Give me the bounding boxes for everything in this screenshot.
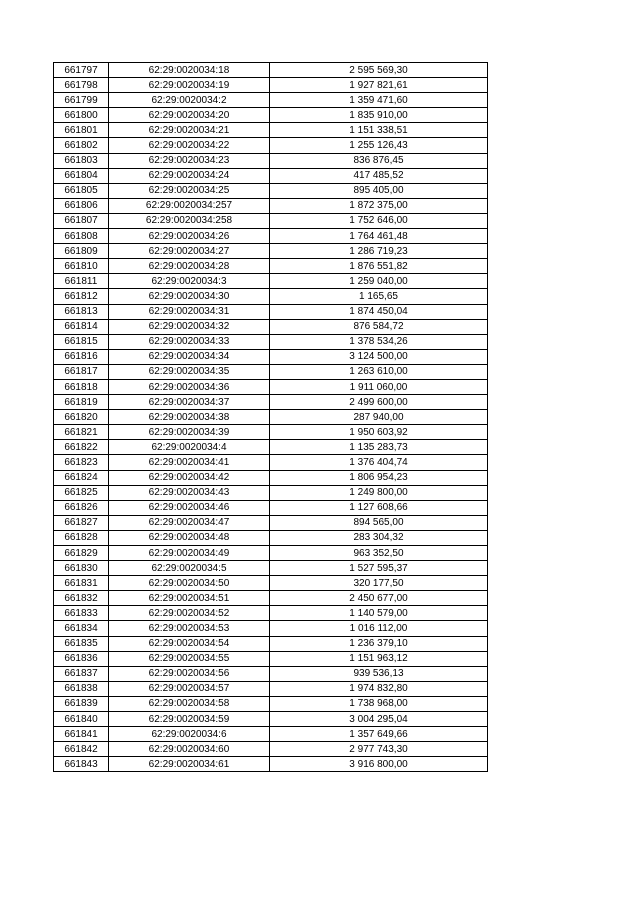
table-row [54,606,488,621]
cadastral-value-cell: 1 376 404,74 [270,455,488,470]
row-id-cell: 661800 [54,108,109,123]
cadastral-number-cell: 62:29:0020034:37 [109,395,270,410]
cadastral-value-cell: 1 255 126,43 [270,138,488,153]
cadastral-value-cell: 2 595 569,30 [270,63,488,78]
cadastral-value-cell: 1 876 551,82 [270,259,488,274]
row-id-cell: 661816 [54,349,109,364]
table-row [54,712,488,727]
row-id-cell: 661824 [54,470,109,485]
row-id-cell: 661834 [54,621,109,636]
cadastral-number-cell: 62:29:0020034:28 [109,259,270,274]
table-row [54,410,488,425]
table-row [54,440,488,455]
row-id-cell: 661818 [54,379,109,394]
row-id-cell: 661804 [54,168,109,183]
table-row [54,319,488,334]
table-row [54,244,488,259]
cadastral-value-cell: 1 357 649,66 [270,727,488,742]
cadastral-number-cell: 62:29:0020034:51 [109,591,270,606]
row-id-cell: 661843 [54,757,109,772]
row-id-cell: 661840 [54,712,109,727]
table-row [54,696,488,711]
row-id-cell: 661798 [54,78,109,93]
row-id-cell: 661802 [54,138,109,153]
cadastral-value-cell: 1 263 610,00 [270,364,488,379]
cadastral-number-cell: 62:29:0020034:24 [109,168,270,183]
cadastral-value-cell: 1 911 060,00 [270,379,488,394]
cadastral-value-cell: 3 916 800,00 [270,757,488,772]
row-id-cell: 661812 [54,289,109,304]
table-row [54,289,488,304]
cadastral-value-cell: 1 151 963,12 [270,651,488,666]
row-id-cell: 661820 [54,410,109,425]
row-id-cell: 661835 [54,636,109,651]
cadastral-value-cell: 895 405,00 [270,183,488,198]
table-row [54,757,488,772]
table-row [54,530,488,545]
cadastral-number-cell: 62:29:0020034:60 [109,742,270,757]
cadastral-number-cell: 62:29:0020034:34 [109,349,270,364]
cadastral-number-cell: 62:29:0020034:56 [109,666,270,681]
cadastral-number-cell: 62:29:0020034:23 [109,153,270,168]
row-id-cell: 661801 [54,123,109,138]
table-row [54,561,488,576]
cadastral-number-cell: 62:29:0020034:258 [109,213,270,228]
row-id-cell: 661815 [54,334,109,349]
cadastral-number-cell: 62:29:0020034:61 [109,757,270,772]
table-row [54,576,488,591]
cadastral-number-cell: 62:29:0020034:4 [109,440,270,455]
cadastral-value-cell: 1 151 338,51 [270,123,488,138]
cadastral-number-cell: 62:29:0020034:52 [109,606,270,621]
cadastral-number-cell: 62:29:0020034:5 [109,561,270,576]
cadastral-value-cell: 3 124 500,00 [270,349,488,364]
cadastral-value-cell: 939 536,13 [270,666,488,681]
cadastral-number-cell: 62:29:0020034:21 [109,123,270,138]
row-id-cell: 661821 [54,425,109,440]
row-id-cell: 661799 [54,93,109,108]
table-row [54,334,488,349]
cadastral-number-cell: 62:29:0020034:25 [109,183,270,198]
cadastral-number-cell: 62:29:0020034:6 [109,727,270,742]
row-id-cell: 661807 [54,213,109,228]
row-id-cell: 661832 [54,591,109,606]
cadastral-value-cell: 1 259 040,00 [270,274,488,289]
cadastral-number-cell: 62:29:0020034:41 [109,455,270,470]
row-id-cell: 661814 [54,319,109,334]
cadastral-number-cell: 62:29:0020034:30 [109,289,270,304]
row-id-cell: 661839 [54,696,109,711]
cadastral-number-cell: 62:29:0020034:3 [109,274,270,289]
cadastral-value-table [53,62,488,772]
row-id-cell: 661842 [54,742,109,757]
cadastral-number-cell: 62:29:0020034:35 [109,364,270,379]
cadastral-value-cell: 287 940,00 [270,410,488,425]
table-row [54,213,488,228]
row-id-cell: 661808 [54,229,109,244]
cadastral-value-cell: 1 165,65 [270,289,488,304]
table-row [54,515,488,530]
cadastral-value-cell: 1 927 821,61 [270,78,488,93]
cadastral-value-cell: 1 950 603,92 [270,425,488,440]
table-row [54,78,488,93]
row-id-cell: 661827 [54,515,109,530]
cadastral-value-cell: 320 177,50 [270,576,488,591]
cadastral-number-cell: 62:29:0020034:55 [109,651,270,666]
cadastral-number-cell: 62:29:0020034:57 [109,681,270,696]
cadastral-number-cell: 62:29:0020034:38 [109,410,270,425]
table-body [54,63,488,772]
table-row [54,591,488,606]
row-id-cell: 661838 [54,681,109,696]
cadastral-value-cell: 1 527 595,37 [270,561,488,576]
cadastral-value-cell: 1 764 461,48 [270,229,488,244]
cadastral-number-cell: 62:29:0020034:46 [109,500,270,515]
cadastral-number-cell: 62:29:0020034:27 [109,244,270,259]
table-row [54,168,488,183]
cadastral-value-cell: 963 352,50 [270,546,488,561]
cadastral-number-cell: 62:29:0020034:36 [109,379,270,394]
table-row [54,395,488,410]
table-row [54,742,488,757]
table-row [54,379,488,394]
cadastral-value-cell: 283 304,32 [270,530,488,545]
table-row [54,455,488,470]
cadastral-number-cell: 62:29:0020034:49 [109,546,270,561]
cadastral-value-cell: 1 738 968,00 [270,696,488,711]
table-row [54,681,488,696]
cadastral-value-cell: 876 584,72 [270,319,488,334]
table-row [54,229,488,244]
cadastral-value-cell: 2 499 600,00 [270,395,488,410]
row-id-cell: 661817 [54,364,109,379]
row-id-cell: 661829 [54,546,109,561]
cadastral-number-cell: 62:29:0020034:257 [109,198,270,213]
table-row [54,123,488,138]
table-row [54,198,488,213]
cadastral-value-cell: 1 135 283,73 [270,440,488,455]
table-row [54,485,488,500]
cadastral-number-cell: 62:29:0020034:20 [109,108,270,123]
row-id-cell: 661819 [54,395,109,410]
cadastral-value-cell: 1 874 450,04 [270,304,488,319]
cadastral-value-cell: 1 359 471,60 [270,93,488,108]
cadastral-value-cell: 894 565,00 [270,515,488,530]
cadastral-number-cell: 62:29:0020034:48 [109,530,270,545]
cadastral-number-cell: 62:29:0020034:50 [109,576,270,591]
cadastral-value-cell: 3 004 295,04 [270,712,488,727]
row-id-cell: 661797 [54,63,109,78]
cadastral-value-cell: 1 249 800,00 [270,485,488,500]
cadastral-value-cell: 2 450 677,00 [270,591,488,606]
cadastral-value-cell: 836 876,45 [270,153,488,168]
row-id-cell: 661822 [54,440,109,455]
row-id-cell: 661841 [54,727,109,742]
cadastral-number-cell: 62:29:0020034:58 [109,696,270,711]
table-row [54,364,488,379]
table-row [54,651,488,666]
row-id-cell: 661811 [54,274,109,289]
table-row [54,108,488,123]
cadastral-value-cell: 1 016 112,00 [270,621,488,636]
cadastral-value-cell: 1 140 579,00 [270,606,488,621]
row-id-cell: 661823 [54,455,109,470]
cadastral-value-cell: 1 286 719,23 [270,244,488,259]
row-id-cell: 661809 [54,244,109,259]
table-row [54,500,488,515]
row-id-cell: 661830 [54,561,109,576]
cadastral-number-cell: 62:29:0020034:32 [109,319,270,334]
row-id-cell: 661805 [54,183,109,198]
table-row [54,666,488,681]
row-id-cell: 661813 [54,304,109,319]
cadastral-value-cell: 1 378 534,26 [270,334,488,349]
row-id-cell: 661825 [54,485,109,500]
cadastral-number-cell: 62:29:0020034:22 [109,138,270,153]
row-id-cell: 661833 [54,606,109,621]
table-row [54,63,488,78]
cadastral-number-cell: 62:29:0020034:47 [109,515,270,530]
cadastral-value-cell: 1 872 375,00 [270,198,488,213]
cadastral-value-cell: 2 977 743,30 [270,742,488,757]
table-row [54,349,488,364]
table-row [54,727,488,742]
row-id-cell: 661837 [54,666,109,681]
cadastral-value-cell: 1 974 832,80 [270,681,488,696]
table-row [54,425,488,440]
cadastral-number-cell: 62:29:0020034:42 [109,470,270,485]
table-row [54,93,488,108]
cadastral-value-cell: 1 835 910,00 [270,108,488,123]
cadastral-number-cell: 62:29:0020034:2 [109,93,270,108]
row-id-cell: 661810 [54,259,109,274]
row-id-cell: 661826 [54,500,109,515]
cadastral-number-cell: 62:29:0020034:59 [109,712,270,727]
table-row [54,138,488,153]
row-id-cell: 661803 [54,153,109,168]
table-row [54,153,488,168]
row-id-cell: 661836 [54,651,109,666]
table-row [54,274,488,289]
cadastral-number-cell: 62:29:0020034:39 [109,425,270,440]
cadastral-value-cell: 417 485,52 [270,168,488,183]
table-row [54,636,488,651]
cadastral-number-cell: 62:29:0020034:33 [109,334,270,349]
cadastral-value-cell: 1 752 646,00 [270,213,488,228]
cadastral-value-cell: 1 806 954,23 [270,470,488,485]
cadastral-number-cell: 62:29:0020034:19 [109,78,270,93]
cadastral-number-cell: 62:29:0020034:31 [109,304,270,319]
cadastral-number-cell: 62:29:0020034:43 [109,485,270,500]
cadastral-number-cell: 62:29:0020034:18 [109,63,270,78]
table-row [54,183,488,198]
table-row [54,546,488,561]
cadastral-value-cell: 1 127 608,66 [270,500,488,515]
row-id-cell: 661831 [54,576,109,591]
table-row [54,470,488,485]
row-id-cell: 661828 [54,530,109,545]
cadastral-number-cell: 62:29:0020034:26 [109,229,270,244]
cadastral-number-cell: 62:29:0020034:54 [109,636,270,651]
table-row [54,621,488,636]
cadastral-value-cell: 1 236 379,10 [270,636,488,651]
cadastral-number-cell: 62:29:0020034:53 [109,621,270,636]
table-row [54,304,488,319]
table-row [54,259,488,274]
row-id-cell: 661806 [54,198,109,213]
